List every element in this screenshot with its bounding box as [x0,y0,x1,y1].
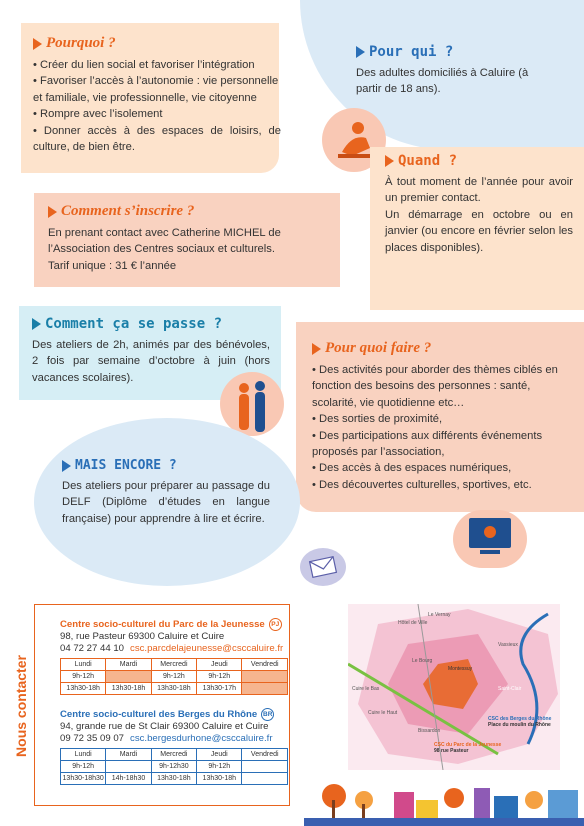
faire-content [312,340,574,493]
csc1-email[interactable]: csc.parcdelajeunesse@csccaluire.fr [130,643,284,654]
contact-vertical-label: Nous contacter [13,655,29,757]
table-cell: 9h-12h [197,671,242,683]
table-cell: 14h-18h30 [106,773,151,785]
faire-line-5: • Des découvertes culturelles, sportives, etc. [312,478,532,491]
table-cell: 13h30-18h [197,773,242,785]
map-label: Le Bourg [412,658,433,664]
map-label: Montessuy [448,666,473,672]
map-csc-pj-label: CSC du Parc de la Jeunesse [434,742,502,748]
triangle-icon [33,38,42,50]
map-label: Hôtel de Ville [398,620,428,626]
triangle-icon [356,46,365,58]
encore-heading: MAIS ENCORE ? [75,458,177,473]
encore-content [62,458,270,527]
map-label: Cuire le Bas [352,686,380,692]
table-cell [242,683,288,695]
faire-line-4: • Des accès à des espaces numériques, [312,462,512,475]
csc1-section [60,618,288,695]
pourquoi-line-1: • Créer du lien social et favoriser l’intégration [33,59,255,71]
triangle-icon [62,460,71,472]
table-cell: 13h30-18h30 [61,773,106,785]
inscrire-content [48,203,338,274]
triangle-icon [312,343,321,355]
csc2-phone[interactable]: 09 72 35 09 07 [60,733,125,744]
pourquoi-content [33,35,281,155]
pourquoi-line-2: • Favoriser l’accès à l’autonomie : vie personnelle et familiale, vie professionnelle, vie citoyenne [33,75,279,104]
pourquoi-line-3: • Rompre avec l’isolement [33,108,163,121]
map-csc-pj-place: 98 rue Pasteur [434,748,469,754]
day-header: Mardi [106,659,151,671]
table-cell [242,773,288,785]
triangle-icon [48,206,57,218]
passe-content [32,316,270,386]
map-label: Cuire le Haut [368,710,398,716]
csc2-name: Centre socio-culturel des Berges du Rhône [60,709,258,720]
table-cell: 9h-12h [151,671,196,683]
city-skyline-illustration [304,770,584,826]
encore-text: Des ateliers pour préparer au passage du DELF (Diplôme d’études en langue française) pour apprendre à lire et écrire. [62,480,270,525]
map-label: Le Vernay [428,612,451,618]
day-header: Lundi [61,659,106,671]
table-cell: 9h-12h [61,671,106,683]
passe-text: Des ateliers de 2h, animés par des bénévoles, 2 fois par semaine d’octobre à juin (hors vacances scolaires). [32,339,270,384]
computer-icon [453,510,527,568]
inscrire-heading: Comment s’inscrire ? [61,203,195,219]
couple-icon [220,372,284,436]
map-label: Saint-Clair [498,686,522,692]
table-row [61,761,288,773]
map-label: Bissardon [418,728,441,734]
faire-heading: Pour quoi faire ? [325,340,432,356]
table-cell: 13h30-17h [197,683,242,695]
faire-line-1: • Des activités pour aborder des thèmes ciblés en fonction des besoins des personnes : santé, scolarité, vie quotidienne etc… [312,364,558,409]
table-row [61,773,288,785]
csc2-schedule-table [60,748,288,785]
csc1-phone[interactable]: 04 72 27 44 10 [60,643,125,654]
day-header: Mercredi [151,659,196,671]
table-row [61,671,288,683]
pour-qui-content [356,44,556,98]
map-label: Vassieux [498,642,518,648]
pourquoi-heading: Pourquoi ? [46,35,116,51]
csc1-badge: PJ [269,618,282,631]
envelope-icon [300,548,346,586]
day-header: Vendredi [242,749,288,761]
quand-text-1: À tout moment de l’année pour avoir un premier contact. [385,176,573,205]
pourquoi-line-4: • Donner accès à des espaces de loisirs, de culture, de bien être. [33,124,281,154]
table-cell: 9h-12h [197,761,242,773]
quand-text-2: Un démarrage en octobre ou en janvier (ou encore en février selon les places disponibles). [385,208,573,254]
day-header: Lundi [61,749,106,761]
table-row [61,683,288,695]
day-header: Mercredi [151,749,197,761]
table-header-row [61,659,288,671]
table-cell [106,671,151,683]
csc2-address: 94, grande rue de St Clair 69300 Caluire et Cuire [60,721,269,732]
csc2-badge: BR [261,708,274,721]
table-cell: 9h-12h [61,761,106,773]
inscrire-tarif: Tarif unique : 31 € l’année [48,259,177,272]
passe-heading: Comment ça se passe ? [45,316,223,332]
map-csc-br-label: CSC des Berges du Rhône [488,716,552,722]
table-cell: 9h-12h30 [151,761,197,773]
day-header: Vendredi [242,659,288,671]
faire-line-2: • Des sorties de proximité, [312,413,443,426]
pour-qui-text: Des adultes domiciliés à Caluire (à partir de 18 ans). [356,67,529,96]
table-cell [242,761,288,773]
triangle-icon [385,155,394,167]
csc2-email[interactable]: csc.bergesdurhone@csccaluire.fr [130,733,273,744]
district-map [348,604,560,770]
table-cell: 13h30-18h [151,773,197,785]
csc1-schedule-table [60,658,288,695]
quand-content [385,153,573,256]
day-header: Jeudi [197,659,242,671]
csc1-address: 98, rue Pasteur 69300 Caluire et Cuire [60,631,225,642]
csc1-name: Centre socio-culturel du Parc de la Jeunesse [60,619,265,630]
table-cell [242,671,288,683]
triangle-icon [32,318,41,330]
table-cell [106,761,151,773]
table-header-row [61,749,288,761]
table-cell: 13h30-18h [151,683,196,695]
csc2-section [60,708,288,785]
day-header: Jeudi [197,749,242,761]
quand-heading: Quand ? [398,153,458,169]
table-cell: 13h30-18h [106,683,151,695]
day-header: Mardi [106,749,151,761]
map-csc-br-place: Place du moulin du Rhône [488,722,551,728]
table-cell: 13h30-18h [61,683,106,695]
faire-line-3: • Des participations aux différents événements proposés par l’association, [312,429,543,459]
inscrire-text: En prenant contact avec Catherine MICHEL de l’Association des Centres sociaux et culturels. [48,227,281,256]
pour-qui-heading: Pour qui ? [369,44,454,60]
